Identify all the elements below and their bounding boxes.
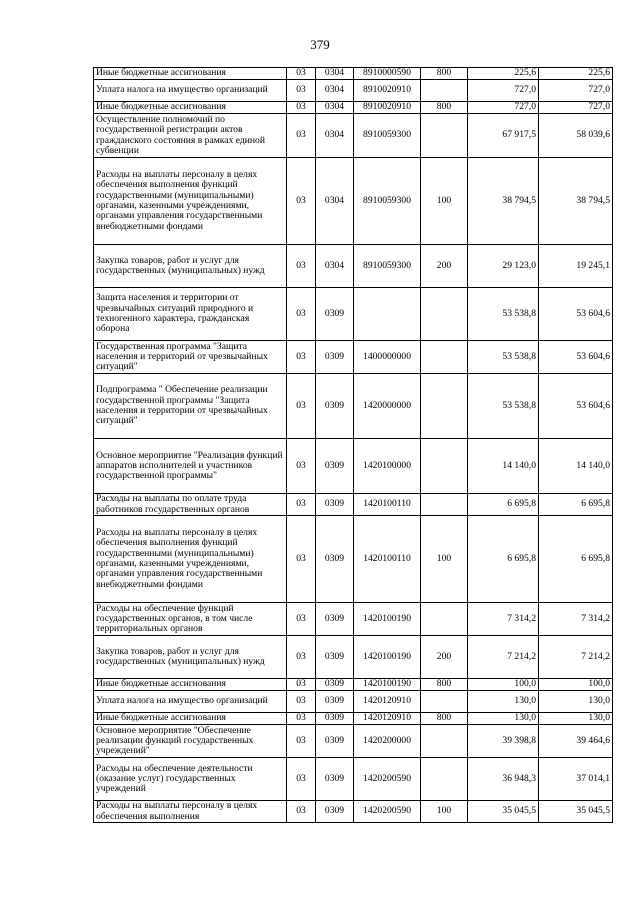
table-row (94, 68, 613, 80)
row-name-cell: Основное мероприятие "Реализация функций аппаратов исполнителей и участников государственной программы" (94, 439, 287, 494)
section-code-cell: 03 (287, 68, 316, 80)
expense-type-cell (421, 114, 468, 158)
subsection-code-cell: 0309 (316, 288, 354, 341)
section-code-cell: 03 (287, 516, 316, 603)
row-name-cell: Расходы на обеспечение деятельности (оказание услуг) государственных учреждений (94, 758, 287, 801)
section-code-cell: 03 (287, 713, 316, 725)
expense-type-cell (421, 603, 468, 636)
subsection-code-cell: 0309 (316, 516, 354, 603)
expense-type-cell: 100 (421, 516, 468, 603)
row-name-cell: Защита населения и территории от чрезвычайных ситуаций природного и техногенного характера, гражданская оборона (94, 288, 287, 341)
row-name-cell: Иные бюджетные ассигнования (94, 68, 287, 80)
amount-year2-cell: 53 604,6 (539, 288, 613, 341)
amount-year2-cell: 6 695,8 (539, 494, 613, 516)
amount-year2-cell: 35 045,5 (539, 801, 613, 823)
subsection-code-cell: 0304 (316, 68, 354, 80)
amount-year1-cell: 53 538,8 (468, 341, 539, 374)
amount-year2-cell: 130,0 (539, 713, 613, 725)
table-row (94, 494, 613, 516)
section-code-cell: 03 (287, 801, 316, 823)
subsection-code-cell: 0309 (316, 713, 354, 725)
section-code-cell: 03 (287, 245, 316, 288)
amount-year1-cell: 36 948,3 (468, 758, 539, 801)
target-article-cell: 8910059300 (354, 245, 421, 288)
expense-type-cell (421, 288, 468, 341)
amount-year1-cell: 7 314,2 (468, 603, 539, 636)
target-article-cell: 1420200590 (354, 758, 421, 801)
amount-year2-cell: 7 214,2 (539, 636, 613, 679)
amount-year1-cell: 225,6 (468, 68, 539, 80)
table-row (94, 102, 613, 114)
expense-type-cell (421, 494, 468, 516)
subsection-code-cell: 0309 (316, 439, 354, 494)
target-article-cell: 1420200590 (354, 801, 421, 823)
amount-year2-cell: 7 314,2 (539, 603, 613, 636)
table-row (94, 158, 613, 245)
amount-year1-cell: 7 214,2 (468, 636, 539, 679)
section-code-cell: 03 (287, 725, 316, 758)
row-name-cell: Закупка товаров, работ и услуг для государственных (муниципальных) нужд (94, 245, 287, 288)
expense-type-cell: 800 (421, 102, 468, 114)
expense-type-cell (421, 439, 468, 494)
amount-year2-cell: 38 794,5 (539, 158, 613, 245)
amount-year1-cell: 130,0 (468, 713, 539, 725)
amount-year2-cell: 53 604,6 (539, 341, 613, 374)
amount-year1-cell: 130,0 (468, 691, 539, 713)
table-row (94, 341, 613, 374)
expense-type-cell (421, 374, 468, 439)
amount-year1-cell: 100,0 (468, 679, 539, 691)
section-code-cell: 03 (287, 758, 316, 801)
expense-type-cell (421, 341, 468, 374)
subsection-code-cell: 0304 (316, 245, 354, 288)
section-code-cell: 03 (287, 114, 316, 158)
subsection-code-cell: 0304 (316, 80, 354, 102)
section-code-cell: 03 (287, 288, 316, 341)
expense-type-cell: 100 (421, 801, 468, 823)
section-code-cell: 03 (287, 341, 316, 374)
amount-year2-cell: 225,6 (539, 68, 613, 80)
amount-year1-cell: 6 695,8 (468, 516, 539, 603)
expense-type-cell: 200 (421, 245, 468, 288)
table-row (94, 713, 613, 725)
section-code-cell: 03 (287, 374, 316, 439)
amount-year1-cell: 35 045,5 (468, 801, 539, 823)
expense-type-cell (421, 758, 468, 801)
expense-type-cell (421, 691, 468, 713)
page-number: 379 (310, 37, 330, 52)
row-name-cell: Подпрограмма " Обеспечение реализации государственной программы "Защита населения и территории от чрезвычайных ситуаций" (94, 374, 287, 439)
row-name-cell: Иные бюджетные ассигнования (94, 102, 287, 114)
amount-year2-cell: 6 695,8 (539, 516, 613, 603)
row-name-cell: Расходы на выплаты персоналу в целях обеспечения выполнения (94, 801, 287, 823)
table-row (94, 801, 613, 823)
target-article-cell: 8910020910 (354, 102, 421, 114)
table-row (94, 114, 613, 158)
table-row (94, 691, 613, 713)
section-code-cell: 03 (287, 636, 316, 679)
amount-year1-cell: 53 538,8 (468, 288, 539, 341)
amount-year1-cell: 29 123,0 (468, 245, 539, 288)
amount-year2-cell: 37 014,1 (539, 758, 613, 801)
amount-year2-cell: 100,0 (539, 679, 613, 691)
expense-type-cell: 100 (421, 158, 468, 245)
row-name-cell: Государственная программа "Защита населения и территорий от чрезвычайных ситуаций" (94, 341, 287, 374)
table-row (94, 80, 613, 102)
amount-year1-cell: 39 398,8 (468, 725, 539, 758)
section-code-cell: 03 (287, 80, 316, 102)
table-body (94, 68, 613, 823)
section-code-cell: 03 (287, 691, 316, 713)
subsection-code-cell: 0304 (316, 114, 354, 158)
row-name-cell: Уплата налога на имущество организаций (94, 691, 287, 713)
target-article-cell: 1420100190 (354, 636, 421, 679)
target-article-cell: 8910000590 (354, 68, 421, 80)
row-name-cell: Иные бюджетные ассигнования (94, 713, 287, 725)
subsection-code-cell: 0309 (316, 691, 354, 713)
subsection-code-cell: 0304 (316, 102, 354, 114)
amount-year2-cell: 727,0 (539, 80, 613, 102)
subsection-code-cell: 0309 (316, 341, 354, 374)
subsection-code-cell: 0309 (316, 758, 354, 801)
row-name-cell: Расходы на выплаты по оплате труда работников государственных органов (94, 494, 287, 516)
target-article-cell: 1420100000 (354, 439, 421, 494)
expense-type-cell (421, 725, 468, 758)
amount-year1-cell: 727,0 (468, 80, 539, 102)
target-article-cell (354, 288, 421, 341)
subsection-code-cell: 0309 (316, 494, 354, 516)
target-article-cell: 1420200000 (354, 725, 421, 758)
table-row (94, 439, 613, 494)
expense-type-cell: 800 (421, 679, 468, 691)
target-article-cell: 1420100110 (354, 494, 421, 516)
target-article-cell: 1420100110 (354, 516, 421, 603)
amount-year2-cell: 19 245,1 (539, 245, 613, 288)
amount-year2-cell: 727,0 (539, 102, 613, 114)
subsection-code-cell: 0309 (316, 679, 354, 691)
target-article-cell: 1420120910 (354, 691, 421, 713)
target-article-cell: 8910059300 (354, 114, 421, 158)
amount-year2-cell: 39 464,6 (539, 725, 613, 758)
section-code-cell: 03 (287, 679, 316, 691)
section-code-cell: 03 (287, 439, 316, 494)
section-code-cell: 03 (287, 102, 316, 114)
expense-type-cell: 200 (421, 636, 468, 679)
target-article-cell: 1400000000 (354, 341, 421, 374)
expense-type-cell (421, 80, 468, 102)
subsection-code-cell: 0309 (316, 603, 354, 636)
amount-year1-cell: 38 794,5 (468, 158, 539, 245)
budget-table (93, 67, 613, 823)
row-name-cell: Расходы на обеспечение функций государственных органов, в том числе территориальных органов (94, 603, 287, 636)
row-name-cell: Расходы на выплаты персоналу в целях обеспечения выполнения функций государственными (муниципальными) органами, казенными учреждениями, органами управления государственными внебюджетными фондами (94, 158, 287, 245)
table-row (94, 758, 613, 801)
table-row (94, 374, 613, 439)
table-row (94, 288, 613, 341)
amount-year1-cell: 67 917,5 (468, 114, 539, 158)
subsection-code-cell: 0309 (316, 725, 354, 758)
table-row (94, 245, 613, 288)
amount-year2-cell: 14 140,0 (539, 439, 613, 494)
amount-year1-cell: 53 538,8 (468, 374, 539, 439)
expense-type-cell: 800 (421, 68, 468, 80)
target-article-cell: 1420000000 (354, 374, 421, 439)
section-code-cell: 03 (287, 603, 316, 636)
row-name-cell: Осуществление полномочий по государственной регистрации актов гражданского состояния в рамках единой субвенции (94, 114, 287, 158)
row-name-cell: Уплата налога на имущество организаций (94, 80, 287, 102)
subsection-code-cell: 0309 (316, 636, 354, 679)
amount-year1-cell: 6 695,8 (468, 494, 539, 516)
target-article-cell: 8910059300 (354, 158, 421, 245)
row-name-cell: Расходы на выплаты персоналу в целях обеспечения выполнения функций государственными (муниципальными) органами, казенными учреждениями, органами управления государственными внебюджетными фондами (94, 516, 287, 603)
table-row (94, 603, 613, 636)
expense-type-cell: 800 (421, 713, 468, 725)
subsection-code-cell: 0309 (316, 374, 354, 439)
table-row (94, 636, 613, 679)
section-code-cell: 03 (287, 494, 316, 516)
target-article-cell: 1420100190 (354, 603, 421, 636)
section-code-cell: 03 (287, 158, 316, 245)
row-name-cell: Закупка товаров, работ и услуг для государственных (муниципальных) нужд (94, 636, 287, 679)
target-article-cell: 1420120910 (354, 713, 421, 725)
amount-year2-cell: 130,0 (539, 691, 613, 713)
amount-year2-cell: 53 604,6 (539, 374, 613, 439)
subsection-code-cell: 0304 (316, 158, 354, 245)
target-article-cell: 1420100190 (354, 679, 421, 691)
amount-year2-cell: 58 039,6 (539, 114, 613, 158)
subsection-code-cell: 0309 (316, 801, 354, 823)
table-row (94, 725, 613, 758)
amount-year1-cell: 14 140,0 (468, 439, 539, 494)
table-row (94, 679, 613, 691)
target-article-cell: 8910020910 (354, 80, 421, 102)
table-row (94, 516, 613, 603)
amount-year1-cell: 727,0 (468, 102, 539, 114)
row-name-cell: Иные бюджетные ассигнования (94, 679, 287, 691)
row-name-cell: Основное мероприятие "Обеспечение реализации функций государственных учреждений" (94, 725, 287, 758)
